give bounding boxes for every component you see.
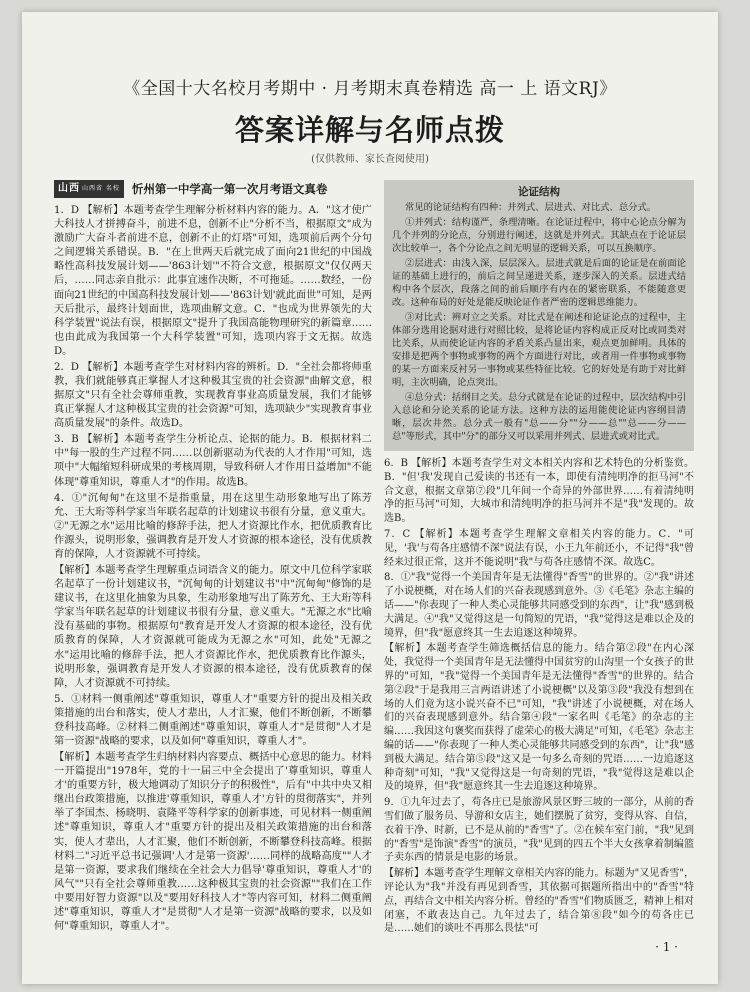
page-title: 答案详解与名师点拨 <box>234 113 505 147</box>
answer-q3: 3．B 【解析】本题考查学生分析论点、论据的能力。B．根据材料二中"每一股的生产过程不同……以创新驱动为代表的人才作用"可知，选项中"大幅缩短科研成果的考核周期，导致科研人才作用日益增加"不能体现"尊重知识，尊重人才"的作用。故选B。 <box>54 434 372 488</box>
left-column <box>54 180 372 936</box>
usage-note: (仅供教师、家长查阅使用) <box>311 154 429 165</box>
answer-q9: 9．①九年过去了，苟各庄已是旅游风景区野三坡的一部分，从前的香雪们做了服务员、导游和女店主，她们摆脱了贫穷，变得从容、自信，衣着干净、时新，已不是从前的"香雪"了。②在候车室门前，"我"见到的"香雪"是饰演"香雪"的演员，"我"见到的四五个半大女孩拿着制编篮子卖东西的情景是电影的场景。 <box>384 797 694 864</box>
answer-q5: 5．①材料一侧重阐述"尊重知识，尊重人才"重要方针的提出及相关政策措施的出台和落实，使人才辈出，人才汇聚，他们不断创新，不断攀登科技高峰。②材料二侧重阐述"尊重知识，尊重人才"是贯彻"人才是第一资源"战略的要求，以及如何"尊重知识，尊重人才"。 <box>54 693 372 747</box>
page-number: · 1 · <box>655 940 678 954</box>
exam-title: 忻州第一中学高一第一次月考语文真卷 <box>131 182 328 196</box>
right-column <box>384 180 694 938</box>
region-badge: 山西 山西省 名校 <box>54 180 124 198</box>
box-intro: 常见的论证结构有四种：并列式、层进式、对比式、总分式。 <box>405 202 657 213</box>
analysis-q5: 【解析】本题考查学生归纳材料内容要点、概括中心意思的能力。材料一开篇提出"1978年，党的十一届三中全会提出了'尊重知识，尊重人才'的重要方针，极大地调动了知识分子的积极性"，后有"中共中央又相继出台政策措施，以推进'尊重知识，尊重人才'方针的贯彻落实"，并列举了李国杰、杨晓明、袁隆平等科学家的创新事迹，可见材料一侧重阐述"尊重知识，尊重人才"重要方针的提出及相关政策措施的出台和落实，使人才辈出，人才汇聚，他们不断创新，不断攀登科技高峰。根据材料二"习近平总书记强调'人才是第一资源'……同样的战略高度""人才是第一资源，要求我们继续在全社会大力倡导'尊重知识，尊重人才'的风气""只有全社会尊师重教……这种极其宝贵的社会资源""我们在工作中要用好智力资源"以及"要用好科技人才"等内容可知，材料二侧重阐述"尊重知识，尊重人才"是贯彻"人才是第一资源"战略的要求，以及如何"尊重知识，尊重人才"。 <box>54 752 372 932</box>
series-header: 《全国十大名校月考期中 · 月考期末真卷精选 高一 上 语文RJ》 <box>123 79 617 99</box>
answer-q1: 1．D 【解析】本题考查学生理解分析材料内容的能力。A．"这才使广大科技人才拼搏奋斗，前进不息，创新不止"分析不当，根据原文"成为激励广大奋斗者前进不息，创新不止的灯塔"可知，选项前后两个分句之间逻辑关系错误。B．"在上世两天后就完成了面向21世纪的中国战略性高科技发展计划——'863计划'"不符合文意，根据原文"仅仅两天后，……同志亲自批示：此事宜速作决断，不可拖延。……数经，一份面向21世纪的中国高科技发展计划——'863计划'就此面世"可知，是两天后批示，最终计划面世，选项曲解文意。C．"也成为世界领先的大科学装置"说法有误，根据原文"提升了我国高能物理研究的新篇章……也由此成为我国第一个大科学装置"可知，选项内容于文无据。故选D。 <box>54 205 372 357</box>
analysis-q8: 【解析】本题考查学生筛选概括信息的能力。结合第②段"在内心深处，我觉得一个美国青年是无法懂得中国贫穷的山沟里一个女孩子的世界的"可知，"我"觉得一个美国青年是无法懂得"香雪"的世界的。结合第②段"于是我用三言两语讲述了小说梗概"以及第③段"我没有想到在场的人们竟为这小说兴奋不已"可知，"我"讲述了小说梗概，对在场人们的兴奋表现感到意外。结合第④段"一家名叫《毛笔》的杂志的主编……我因这句褒奖而获得了虚荣心的极大满足"可知，《毛笔》杂志主编的话——"你表现了一种人类心灵能够共同感受到的东西"，让"我"感到极大满足。结合第⑤段"这又是一句多么奇刻的咒语……一边追逐这种奇刻"可知，"我"又觉得这是一句奇刻的咒语，"我"觉得这是难以企及的境界，但"我"愿意终其一生去追逐这种境界。 <box>384 643 694 793</box>
answer-q4: 4．①"沉甸甸"在这里不是指重量，用在这里生动形象地写出了陈芳允、王大珩等科学家当年联名起草的计划建议书很有分量，意义重大。②"无源之水"运用比喻的修辞手法，把人才资源比作水，把优质教育比作源头，说明形象，强调教育是开发人才资源的根本途径，没有优质教育的保障，人才资源就不可持续。 <box>54 492 372 560</box>
answer-q2: 2．D 【解析】本题考查学生对材料内容的辨析。D．"全社会都将师重教，我们就能够真正掌握人才这种极其宝贵的社会资源"曲解文意，根据原文"只有全社会尊师重教，实现教育事业高质量发展，我们才能够真正掌握人才这种极其宝贵的社会资源"可知，选项缺少"实现教育事业高质量发展"的条件。故选D。 <box>54 361 372 430</box>
argument-structure-box <box>384 180 694 451</box>
analysis-q4: 【解析】本题考查学生理解重点词语含义的能力。原文中几位科学家联名起草了一份计划建议书，"沉甸甸的计划建议书"中"沉甸甸"修饰的是建议书，在这里化抽象为具象，生动形象地写出了陈芳允、王大珩等科学家当年联名起草的计划建议书很有分量，意义重大。"无源之水"比喻没有基础的事物。根据原句"教育是开发人才资源的根本途径，没有优质教育的保障，人才资源就可能成为无源之水"可知，此处"无源之水"运用比喻的修辞手法，把人才资源比作水，把优质教育比作源头，说明形象，强调教育是开发人才资源的根本途径，没有优质教育的保障，人才资源就不可持续。 <box>54 565 372 689</box>
analysis-q9: 【解析】本题考查学生理解文章相关内容的能力。标题为"又见香雪"，评论认为"我"并没有再见到香雪，其依据可据题所指出中的"香雪"特点，再结合文中相关内容分析。曾经的"香雪"们物质匮乏，精神上相对闭塞，不敢表达自己。九年过去了，结合第⑧段"如今的苟各庄已是……她们的谈吐不再那么畏怯"可 <box>384 868 694 935</box>
box-item-contrast: ③对比式：辨对立之关系。对比式是在阐述和论证论点的过程中，主体部分选用论据对进行对照比较，是将论证内容构成正反对比或同类对比关系，从而使论证内容的矛盾关系凸显出来，观点更加鲜明。具体的安排是把两个事物或事物的两个方面进行对比，或者用一件事物或事物的某一方面来反衬另一事物或某些特征比较。它的好处是有助于对比鲜明，主次明确，论点突出。 <box>392 312 686 388</box>
answer-q7: 7．C 【解析】本题考查学生理解文章相关内容的能力。C．"可见，'我'与苟各庄感情不深"说法有误，小王九年前还小，不记得"我"曾经来过很正常，这并不能说明"我"与苟各庄感情不深。故选C。 <box>384 528 694 568</box>
box-item-general-specific: ④总分式：括纲目之关。总分式就是在论证的过程中，层次结构中引入总论和分论关系的论证方法。这种方法的运用能使论证内容纲目清晰，层次井然。总分式一般有"总——分""分——总""总——分——总"等形式，其中"分"的部分又可以采用并列式、层进式或对比式。 <box>392 392 686 442</box>
answer-q8: 8．①"我"觉得一个美国青年是无法懂得"香雪"的世界的。②"我"讲述了小说梗概，对在场人们的兴奋表现感到意外。③《毛笔》杂志主编的话——"你表现了一种人类心灵能够共同感受到的东西"，让"我"感到极大满足。④"我"又觉得这是一句简短的咒语，"我"觉得这是难以企及的境界，但"我"愿意终其一生去追逐这种境界。 <box>384 572 694 639</box>
answer-q6: 6．B 【解析】本题考查学生对文本相关内容和艺术特色的分析鉴赏。B．"但'我'发现自己爱读的书还有一本，即使有清纯明净的拒马河"不合文意，根据文章第⑦段"几年间一个奇异的外部世界……有着清纯明净的拒马河"可知，大城市和清纯明净的拒马河并不是"我"发现的。故选B。 <box>384 458 694 525</box>
box-item-parallel: ①并列式：结构谨严，条理清晰。在论证过程中，将中心论点分解为几个并列的分论点，分别进行阐述，这就是并列式。其缺点在于论证层次比较单一，各个分论点之间无明显的逻辑关系，可以互换顺序。 <box>392 217 686 254</box>
box-item-progressive: ②层进式：由浅入深，层层深入。层进式就是后面的论证是在前面论证的基础上进行的，前后之间呈递进关系，逐步深入的关系。层进式结构中各个层次，段落之间的前后顺序有内在的紧密联系，不能随意更改。这种布局的好处是能反映论证作者严密的逻辑思维能力。 <box>392 258 686 308</box>
box-title: 论证结构 <box>518 186 560 198</box>
answer-page <box>22 12 718 984</box>
section-header <box>54 180 372 198</box>
